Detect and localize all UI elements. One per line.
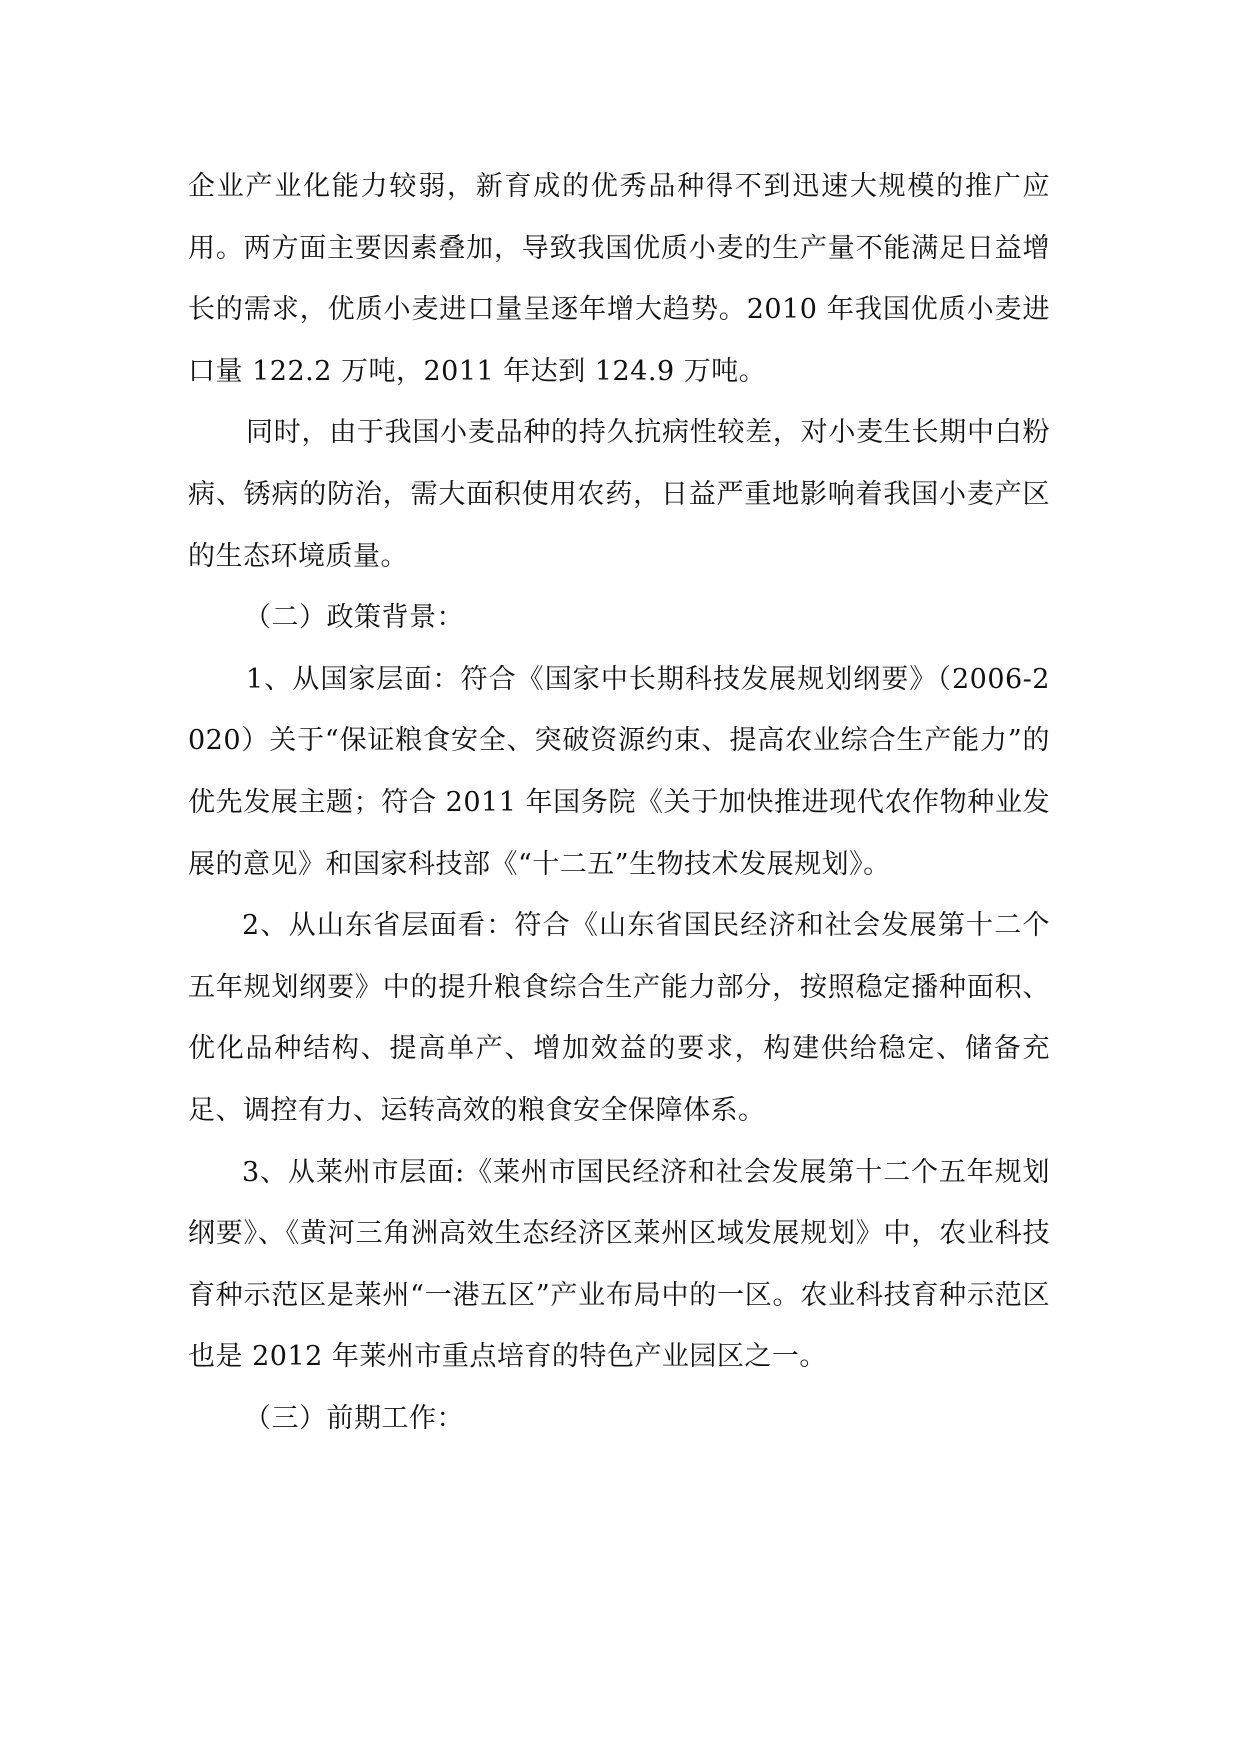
paragraph-disease-resistance: 同时，由于我国小麦品种的持久抗病性较差，对小麦生长期中白粉病、锈病的防治，需大面积使用农药，日益严重地影响着我国小麦产区的生态环境质量。 [188, 417, 1050, 572]
paragraph-national-level: 1、从国家层面：符合《国家中长期科技发展规划纲要》（2006-2020）关于“保证粮食安全、突破资源约束、提高农业综合生产能力”的优先发展主题；符合 2011 年国务院《关于加快推进现代农作物种业发展的意见》和国家科技部《“十二五”生物技术发展规划》。 [188, 663, 1050, 880]
paragraph-provincial-level: 2、从山东省层面看：符合《山东省国民经济和社会发展第十二个五年规划纲要》中的提升粮食综合生产能力部分，按照稳定播种面积、优化品种结构、提高单产、增加效益的要求，构建供给稳定、储备充足、调控有力、运转高效的粮食安全保障体系。 [188, 910, 1050, 1126]
paragraph-city-level: 3、从莱州市层面:《莱州市国民经济和社会发展第十二个五年规划纲要》、《黄河三角洲高效生态经济区莱州区域发展规划》中，农业科技育种示范区是莱州“一港五区”产业布局中的一区。农业科技育种示范区也是 2012 年莱州市重点培育的特色产业园区之一。 [188, 1156, 1050, 1373]
section-heading-preliminary-work: （三）前期工作： [244, 1402, 464, 1434]
paragraph-wheat-import: 企业产业化能力较弱，新育成的优秀品种得不到迅速大规模的推广应用。两方面主要因素叠加，导致我国优质小麦的生产量不能满足日益增长的需求，优质小麦进口量呈逐年增大趋势。2010 年我国优质小麦进口量 122.2 万吨，2011 年达到 124.9 万吨。 [188, 171, 1050, 387]
section-heading-policy-background: （二）政策背景： [244, 602, 464, 634]
document-body [188, 156, 1050, 1449]
